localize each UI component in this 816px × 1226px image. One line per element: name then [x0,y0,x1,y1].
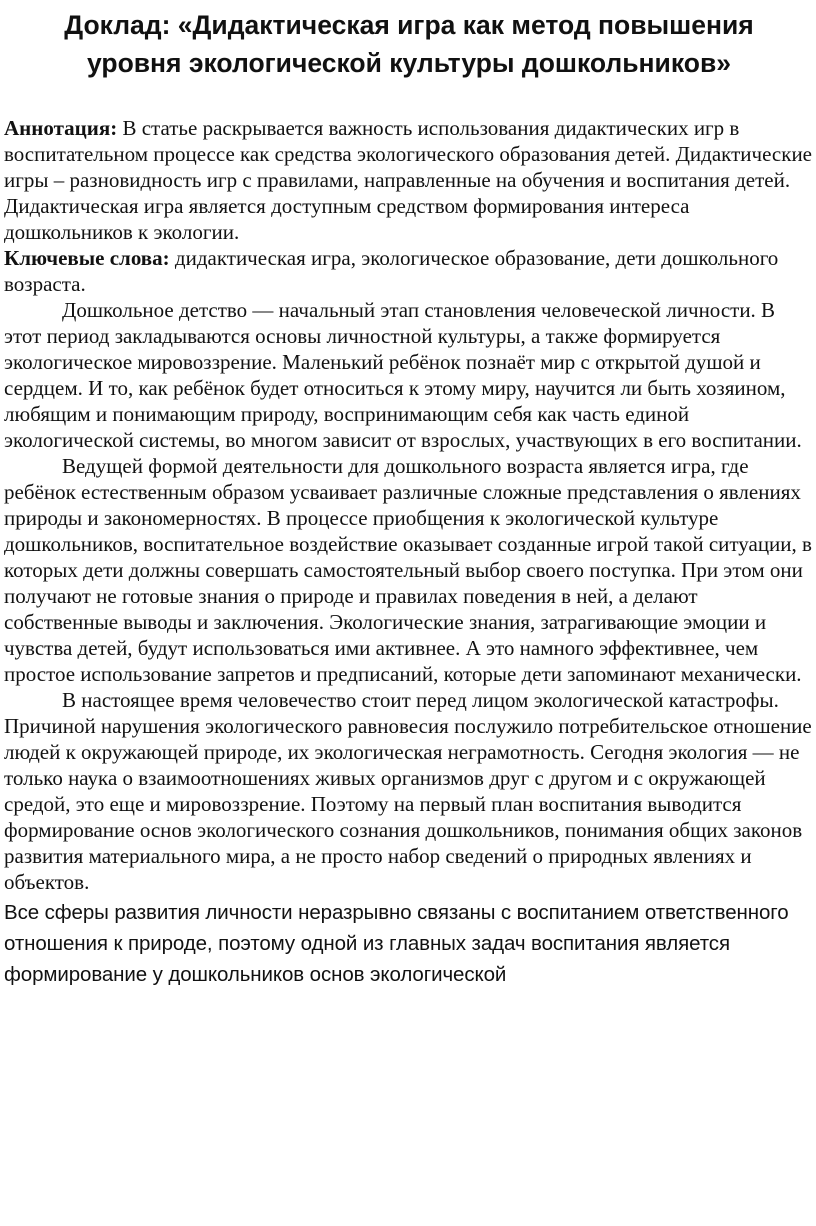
body-paragraph-4: Все сферы развития личности неразрывно связаны с воспитанием ответственного отношения к природе, поэтому одной из главных задач воспитания является формирование у дошкольников основ экологической [4,901,789,986]
keywords-paragraph [4,245,814,297]
body-paragraph-1: Дошкольное детство — начальный этап становления человеческой личности. В этот период закладываются основы личностной культуры, а также формируется экологическое мировоззрение. Маленький ребёнок познаёт мир с открытой душой и сердцем. И то, как ребёнок будет относиться к этому миру, научится ли быть хозяином, любящим и понимающим природу, воспринимающим себя как часть единой экологической системы, во многом зависит от взрослых, участвующих в его воспитании. [4,298,802,452]
keywords-text: дидактическая игра, экологическое образование, дети дошкольного возраста. [4,246,779,296]
annotation-paragraph [4,115,814,245]
annotation-label: Аннотация: [4,116,118,140]
annotation-text: В статье раскрывается важность использования дидактических игр в воспитательном процессе как средства экологического образования детей. Дидактические игры – разновидность игр с правилами, направленные на обучения и воспитания детей. Дидактическая игра является доступным средством формирования интереса дошкольников к экологии. [4,116,813,244]
body-paragraph-3: В настоящее время человечество стоит перед лицом экологической катастрофы. Причиной нарушения экологического равновесия послужило потребительское отношение людей к окружающей природе, их экологическая неграмотность. Сегодня экология — не только наука о взаимоотношениях живых организмов друг с другом и с окружающей средой, это еще и мировоззрение. Поэтому на первый план воспитания выводится формирование основ экологического сознания дошкольников, понимания общих законов развития материального мира, а не просто набор сведений о природных явлениях и объектов. [4,688,812,894]
document-title: Доклад: «Дидактическая игра как метод повышения уровня экологической культуры дошкольников» [64,10,754,78]
keywords-label: Ключевые слова: [4,246,170,270]
body-paragraph-2: Ведущей формой деятельности для дошкольного возраста является игра, где ребёнок естественным образом усваивает различные сложные представления о явлениях природы и закономерностях. В процессе приобщения к экологической культуре дошкольников, воспитательное воздействие оказывает созданные игрой такой ситуации, в которых дети должны совершать самостоятельный выбор своего поступка. При этом они получают не готовые знания о природе и правилах поведения в ней, а делают собственные выводы и заключения. Экологические знания, затрагивающие эмоции и чувства детей, будут использоваться ими активнее. А это намного эффективнее, чем простое использование запретов и предписаний, которые дети запоминают механически. [4,454,812,686]
